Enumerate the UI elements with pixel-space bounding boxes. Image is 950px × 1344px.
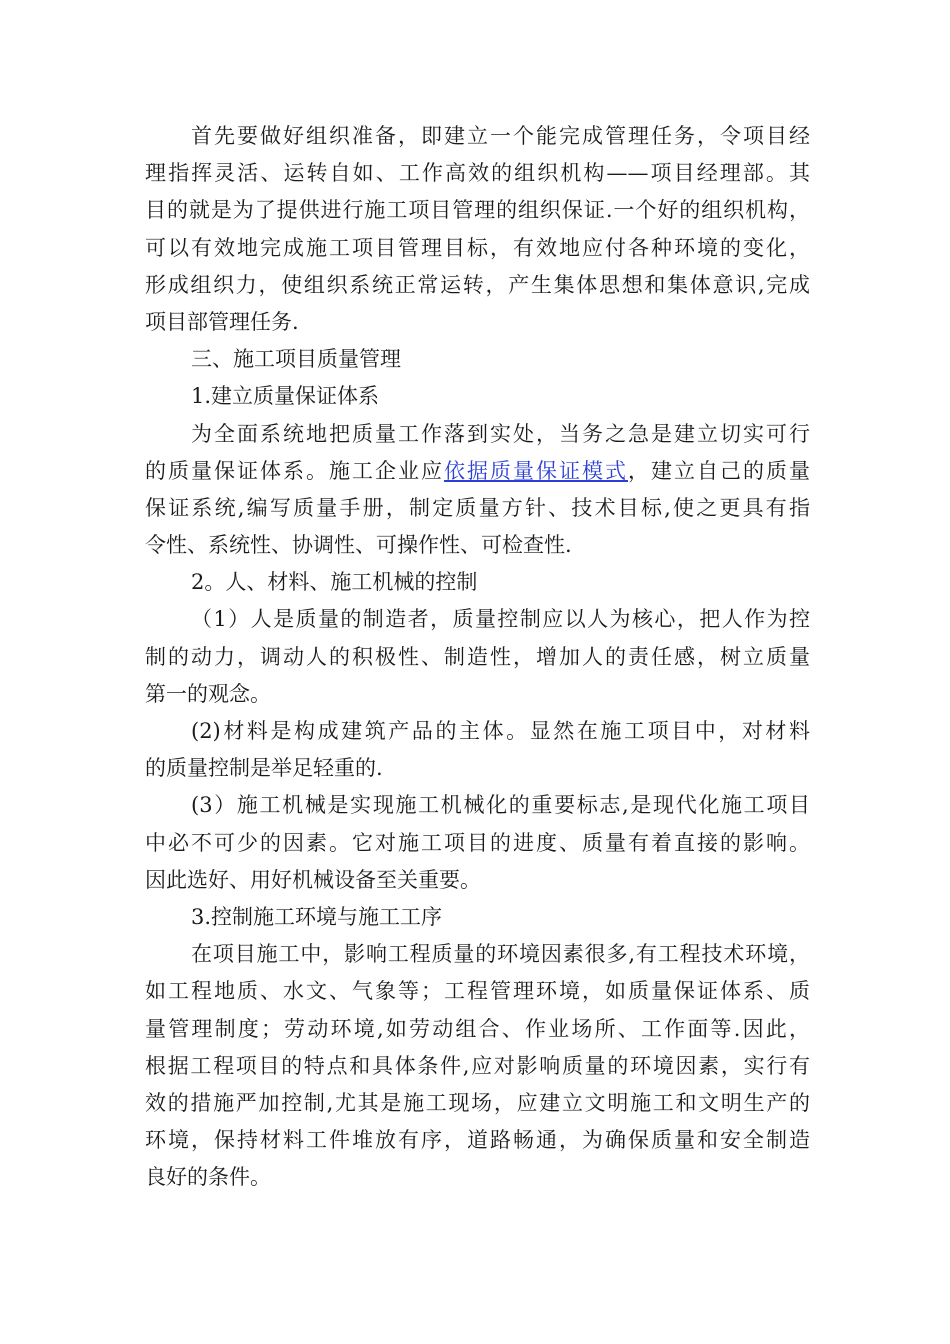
text-segment: 量管理制度；劳动环境,如劳动组合、作业场所、工作面等.因此， <box>145 1016 810 1041</box>
text-segment: 目的就是为了提供进行施工项目管理的组织保证.一个好的组织机构， <box>145 198 810 223</box>
text-segment: 的质量控制是举足轻重的. <box>145 756 383 781</box>
text-segment: 根据工程项目的特点和具体条件,应对影响质量的环境因素，实行有 <box>145 1053 810 1078</box>
text-segment: 3.控制施工环境与施工工序 <box>191 904 443 929</box>
text-line <box>145 601 810 638</box>
text-line <box>145 1085 810 1122</box>
text-segment: 制的动力，调动人的积极性、制造性，增加人的责任感，树立质量 <box>145 644 810 669</box>
text-line <box>145 899 810 936</box>
text-line <box>145 527 810 564</box>
text-segment: ，建立自己的质量 <box>628 458 810 483</box>
text-segment: 环境，保持材料工件堆放有序，道路畅通，为确保质量和安全制造 <box>145 1128 810 1153</box>
text-line <box>145 1122 810 1159</box>
text-segment: (3）施工机械是实现施工机械化的重要标志,是现代化施工项目 <box>191 793 810 818</box>
text-segment: 可以有效地完成施工项目管理目标，有效地应付各种环境的变化， <box>145 235 810 260</box>
text-segment: 因此选好、用好机械设备至关重要。 <box>145 867 481 892</box>
text-line <box>145 1048 810 1085</box>
text-segment: 保证系统,编写质量手册，制定质量方针、技术目标,使之更具有指 <box>145 495 810 520</box>
text-segment: 在项目施工中，影响工程质量的环境因素很多,有工程技术环境， <box>191 942 810 967</box>
text-line <box>145 825 810 862</box>
text-line <box>145 230 810 267</box>
text-line <box>145 490 810 527</box>
text-line <box>145 713 810 750</box>
text-line <box>145 750 810 787</box>
text-line <box>145 862 810 899</box>
text-line <box>145 341 810 378</box>
text-segment: 的质量保证体系。施工企业应 <box>145 458 444 483</box>
text-segment: 如工程地质、水文、气象等；工程管理环境，如质量保证体系、质 <box>145 979 810 1004</box>
text-line <box>145 1159 810 1196</box>
hyperlink[interactable]: 依据质量保证模式 <box>444 458 628 483</box>
text-line <box>145 1011 810 1048</box>
text-line <box>145 192 810 229</box>
document-body <box>145 118 810 1196</box>
text-segment: (2)材料是构成建筑产品的主体。显然在施工项目中，对材料 <box>191 719 810 743</box>
text-line <box>145 155 810 192</box>
text-line <box>145 378 810 415</box>
text-line <box>145 639 810 676</box>
text-line <box>145 267 810 304</box>
text-line <box>145 118 810 155</box>
text-segment: 良好的条件。 <box>145 1165 271 1190</box>
text-segment: （1）人是质量的制造者，质量控制应以人为核心，把人作为控 <box>191 607 810 632</box>
text-line <box>145 453 810 490</box>
text-segment: 第一的观念。 <box>145 681 271 706</box>
text-segment: 项目部管理任务. <box>145 309 299 334</box>
text-segment: 三、施工项目质量管理 <box>191 347 401 372</box>
text-line <box>145 676 810 713</box>
text-line <box>145 973 810 1010</box>
text-line <box>145 304 810 341</box>
text-segment: 中必不可少的因素。它对施工项目的进度、质量有着直接的影响。 <box>145 830 810 855</box>
text-segment: 理指挥灵活、运转自如、工作高效的组织机构——项目经理部。其 <box>145 161 810 186</box>
text-segment: 首先要做好组织准备，即建立一个能完成管理任务，令项目经 <box>191 124 810 148</box>
text-line <box>145 787 810 824</box>
text-segment: 2。人、材料、施工机械的控制 <box>191 570 478 595</box>
text-segment: 效的措施严加控制,尤其是施工现场，应建立文明施工和文明生产的 <box>145 1090 810 1115</box>
text-line <box>145 564 810 601</box>
text-line <box>145 416 810 453</box>
text-segment: 形成组织力，使组织系统正常运转，产生集体思想和集体意识,完成 <box>145 272 810 297</box>
text-segment: 为全面系统地把质量工作落到实处，当务之急是建立切实可行 <box>191 421 810 446</box>
text-line <box>145 936 810 973</box>
text-segment: 1.建立质量保证体系 <box>191 384 380 409</box>
text-segment: 令性、系统性、协调性、可操作性、可检查性. <box>145 533 572 558</box>
